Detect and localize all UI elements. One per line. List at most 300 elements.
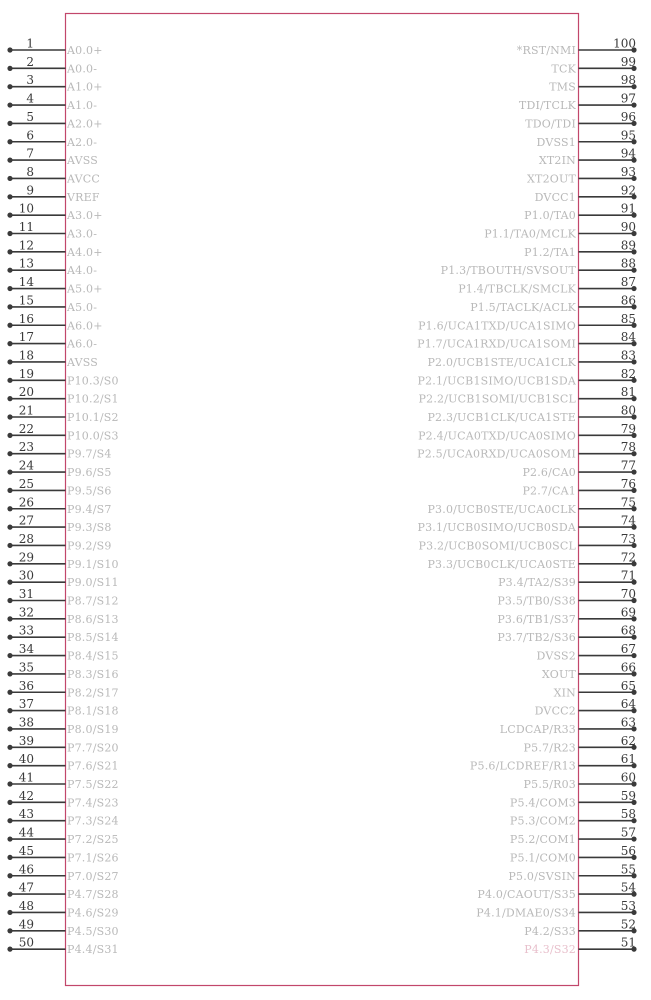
pin-number: 80 (620, 403, 636, 418)
pin-terminal-dot (7, 543, 12, 548)
pin-label: P4.7/S28 (67, 888, 119, 902)
pin-number: 82 (620, 366, 636, 381)
pin-label: A2.0+ (67, 117, 103, 131)
pin-number: 41 (18, 770, 34, 785)
pin-number: 91 (620, 201, 636, 216)
pin-terminal-dot (7, 616, 12, 621)
pin-number: 99 (620, 54, 636, 69)
pin-terminal-dot (7, 84, 12, 89)
pin-label: DVSS2 (536, 649, 576, 663)
pin-number: 22 (18, 421, 34, 436)
right-pin-69 (497, 605, 636, 626)
right-pin-72 (427, 550, 636, 571)
pin-terminal-dot (7, 341, 12, 346)
pin-number: 92 (620, 183, 636, 198)
pin-number: 34 (18, 642, 34, 657)
pin-terminal-dot (7, 836, 12, 841)
left-pin-50 (7, 936, 118, 957)
pin-number: 15 (18, 293, 34, 308)
pin-number: 98 (620, 73, 636, 88)
pin-terminal-dot (7, 781, 12, 786)
pin-label: P4.4/S31 (67, 943, 119, 957)
pin-number: 87 (620, 275, 636, 290)
pin-label: AVSS (67, 154, 99, 168)
pin-label: TMS (549, 80, 576, 94)
pin-label: P3.0/UCB0STE/UCA0CLK (427, 502, 576, 516)
pin-label: A6.0+ (67, 319, 103, 333)
pin-label: *RST/NMI (516, 44, 576, 57)
pin-terminal-dot (7, 800, 12, 805)
right-pin-97 (519, 92, 637, 113)
pin-terminal-dot (7, 249, 12, 254)
pin-number: 86 (620, 293, 636, 308)
right-pin-80 (427, 404, 636, 425)
pin-number: 3 (26, 73, 34, 88)
pin-label: P1.6/UCA1TXD/UCA1SIMO (418, 319, 576, 333)
pin-terminal-dot (7, 469, 12, 474)
pin-number: 26 (18, 495, 34, 510)
pin-label: P2.2/UCB1SOMI/UCB1SCL (418, 392, 576, 406)
pin-terminal-dot (7, 873, 12, 878)
pin-number: 35 (18, 660, 34, 675)
pin-label: P9.3/S8 (67, 521, 112, 535)
pin-number: 69 (620, 605, 636, 620)
pin-terminal-dot (7, 708, 12, 713)
right-pin-77 (522, 459, 636, 480)
pin-number: 52 (620, 917, 636, 932)
pin-label: AVCC (67, 172, 100, 186)
chip-body-outline (66, 14, 579, 986)
right-pin-55 (508, 862, 636, 883)
pin-label: A0.0- (67, 62, 98, 76)
pin-number: 97 (620, 91, 636, 106)
pin-label: P1.7/UCA1RXD/UCA1SOMI (417, 337, 576, 351)
pin-number: 71 (620, 568, 636, 583)
pin-label: P1.1/TA0/MCLK (484, 227, 576, 241)
pin-label: XOUT (541, 667, 576, 681)
left-pin-8 (7, 165, 100, 186)
pin-label: P9.7/S4 (67, 447, 112, 461)
pin-label: P2.7/CA1 (522, 484, 576, 498)
pin-label: P7.0/S27 (67, 869, 119, 883)
pin-number: 53 (620, 898, 636, 913)
right-pin-76 (522, 477, 636, 498)
pin-label: TDI/TCLK (518, 99, 576, 113)
pin-number: 25 (18, 476, 34, 491)
pin-number: 6 (26, 128, 34, 143)
pin-label: A4.0- (67, 264, 98, 278)
pin-label: P7.1/S26 (67, 851, 119, 865)
pin-terminal-dot (7, 176, 12, 181)
right-pin-68 (497, 624, 636, 645)
pin-label: P8.5/S14 (67, 631, 119, 645)
pin-number: 55 (620, 862, 636, 877)
pin-terminal-dot (7, 488, 12, 493)
pin-label: P7.5/S22 (67, 778, 119, 791)
right-pin-82 (417, 367, 636, 388)
pin-label: P3.2/UCB0SOMI/UCB0SCL (418, 539, 576, 553)
pin-label: P2.5/UCA0RXD/UCA0SOMI (417, 447, 576, 461)
right-pin-53 (476, 899, 636, 920)
pin-label: DVCC2 (534, 704, 576, 718)
pin-label: P3.3/UCB0CLK/UCA0STE (427, 557, 576, 571)
pin-number: 56 (620, 843, 636, 858)
pin-label: P10.1/S2 (67, 411, 119, 424)
pin-terminal-dot (7, 268, 12, 273)
pin-label: XT2OUT (527, 172, 576, 186)
pin-terminal-dot (7, 213, 12, 218)
pin-number: 5 (26, 109, 34, 124)
pin-number: 88 (620, 256, 636, 271)
pin-label: P2.4/UCA0TXD/UCA0SIMO (418, 429, 576, 443)
pin-label: P5.0/SVSIN (508, 869, 576, 883)
pin-label: A0.0+ (67, 44, 103, 57)
right-pin-62 (524, 734, 637, 755)
right-pin-73 (419, 532, 637, 553)
pin-number: 58 (620, 807, 636, 822)
pin-terminal-dot (7, 194, 12, 199)
pin-terminal-dot (7, 561, 12, 566)
pin-terminal-dot (7, 396, 12, 401)
pin-label: P8.6/S13 (67, 612, 119, 626)
pin-label: AVSS (67, 355, 99, 369)
right-pin-87 (458, 275, 636, 296)
pin-label: P9.0/S11 (67, 576, 119, 590)
pin-label: P3.6/TB1/S37 (497, 612, 576, 626)
pin-terminal-dot (7, 433, 12, 438)
pin-label: P4.2/S33 (524, 924, 576, 938)
pin-number: 39 (18, 733, 34, 748)
pin-number: 66 (620, 660, 636, 675)
pin-label: A3.0- (67, 227, 98, 241)
pin-number: 73 (620, 531, 636, 546)
pin-label: P4.3/S32 (524, 943, 576, 957)
right-pin-71 (498, 569, 637, 590)
pin-terminal-dot (7, 690, 12, 695)
pin-label: P4.5/S30 (67, 924, 119, 938)
pin-number: 81 (620, 385, 636, 400)
pin-label: TDO/TDI (525, 117, 576, 131)
pin-label: A5.0+ (67, 282, 103, 296)
pin-label: P9.5/S6 (67, 484, 112, 498)
pin-label: P1.2/TA1 (524, 245, 576, 259)
pin-number: 40 (18, 752, 34, 767)
pin-terminal-dot (7, 231, 12, 236)
left-pin-5 (7, 110, 102, 130)
pin-label: P10.0/S3 (67, 429, 119, 443)
right-pin-59 (510, 789, 637, 810)
pin-number: 46 (18, 862, 34, 877)
pin-label: A6.0- (67, 337, 98, 351)
pin-label: P2.0/UCB1STE/UCA1CLK (427, 355, 576, 369)
pin-number: 12 (18, 238, 34, 253)
pin-number: 19 (18, 366, 34, 381)
pin-label: P9.1/S10 (67, 557, 119, 571)
pin-label: P4.0/CAOUT/S35 (477, 888, 576, 902)
pin-label: XT2IN (538, 154, 576, 168)
pin-label: P5.1/COM0 (509, 851, 576, 865)
right-pin-61 (470, 752, 637, 773)
right-pin-54 (477, 881, 636, 902)
pin-terminal-dot (7, 525, 12, 530)
pin-number: 37 (18, 697, 34, 712)
pin-number: 83 (620, 348, 636, 363)
left-pin-1 (7, 37, 102, 58)
right-pin-84 (417, 330, 636, 351)
pin-number: 30 (18, 568, 34, 583)
pin-number: 2 (26, 54, 34, 69)
right-pin-100 (517, 37, 637, 58)
pin-number: 57 (620, 825, 636, 840)
pin-number: 96 (620, 109, 636, 124)
pin-number: 76 (620, 476, 636, 491)
pin-label: P10.3/S0 (67, 374, 119, 388)
pin-label: P3.4/TA2/S39 (498, 576, 576, 590)
pin-number: 28 (18, 531, 34, 546)
pin-terminal-dot (7, 323, 12, 328)
pin-terminal-dot (7, 910, 12, 915)
pin-number: 36 (18, 678, 34, 693)
pin-label: P3.7/TB2/S36 (497, 631, 576, 645)
pin-label: P2.3/UCB1CLK/UCA1STE (427, 411, 576, 424)
pin-label: P8.4/S15 (67, 649, 119, 663)
pin-label: P7.7/S20 (67, 741, 119, 755)
pin-number: 64 (620, 697, 636, 712)
pin-label: P2.1/UCB1SIMO/UCB1SDA (417, 374, 576, 388)
right-pin-79 (418, 422, 637, 443)
pin-terminal-dot (7, 47, 12, 52)
pin-terminal-dot (7, 763, 12, 768)
pin-number: 18 (18, 348, 34, 363)
pin-number: 54 (620, 880, 636, 895)
pin-label: A2.0- (67, 135, 98, 149)
left-pin-column (7, 37, 118, 957)
right-pin-83 (427, 348, 636, 369)
pin-terminal-dot (7, 928, 12, 933)
pin-terminal-dot (7, 818, 12, 823)
right-pin-51 (524, 936, 636, 957)
pin-label: P8.2/S17 (67, 686, 119, 700)
pin-terminal-dot (7, 855, 12, 860)
pin-terminal-dot (7, 745, 12, 750)
right-pin-70 (497, 587, 636, 608)
pin-number: 43 (18, 807, 34, 822)
pin-number: 72 (620, 550, 636, 565)
pin-terminal-dot (7, 102, 12, 107)
pin-number: 84 (620, 330, 636, 345)
pin-number: 60 (620, 770, 636, 785)
pin-number: 13 (18, 256, 34, 271)
left-pin-6 (7, 128, 97, 149)
right-pin-85 (418, 312, 637, 333)
left-pin-2 (7, 55, 97, 76)
pin-label: P9.4/S7 (67, 502, 112, 516)
pin-number: 49 (18, 917, 34, 932)
pin-label: P1.3/TBOUTH/SVSOUT (440, 264, 576, 278)
pin-label: P3.5/TB0/S38 (497, 594, 576, 608)
pin-label: P5.7/R23 (523, 741, 576, 755)
pin-number: 67 (620, 642, 636, 657)
right-pin-column (417, 37, 636, 957)
pin-label: DVCC1 (534, 190, 576, 204)
pin-label: P5.5/R03 (523, 778, 576, 791)
pin-label: P7.2/S25 (67, 833, 119, 847)
pin-label: P7.3/S24 (67, 814, 119, 828)
pin-terminal-dot (7, 139, 12, 144)
pin-label: P5.3/COM2 (509, 814, 576, 828)
pin-terminal-dot (7, 286, 12, 291)
pin-number: 7 (26, 146, 34, 161)
pin-label: P8.0/S19 (67, 722, 119, 736)
pin-label: P2.6/CA0 (522, 466, 576, 480)
pin-number: 1 (26, 36, 34, 51)
pin-number: 11 (18, 220, 34, 234)
pin-label: P1.4/TBCLK/SMCLK (458, 282, 576, 296)
pin-number: 63 (620, 715, 636, 730)
pin-number: 16 (18, 311, 34, 326)
right-pin-90 (484, 220, 636, 241)
pin-label: P5.6/LCDREF/R13 (469, 759, 576, 773)
pin-number: 38 (18, 715, 34, 730)
pin-number: 95 (620, 128, 636, 143)
pin-label: P8.7/S12 (67, 594, 119, 608)
pin-terminal-dot (7, 580, 12, 585)
left-pin-3 (7, 73, 102, 94)
pin-number: 90 (620, 220, 636, 234)
pin-terminal-dot (7, 947, 12, 952)
pin-label: A5.0- (67, 300, 98, 314)
pin-number: 8 (26, 164, 34, 179)
pin-label: P7.6/S21 (67, 759, 119, 773)
pin-terminal-dot (7, 598, 12, 603)
right-pin-60 (524, 771, 637, 792)
right-pin-74 (417, 514, 636, 535)
pin-terminal-dot (7, 726, 12, 731)
pin-number: 17 (18, 330, 34, 345)
pin-terminal-dot (7, 506, 12, 511)
pin-number: 94 (620, 146, 636, 161)
right-pin-58 (510, 807, 637, 828)
right-pin-86 (470, 293, 636, 314)
pin-number: 75 (620, 495, 636, 510)
pin-label: A4.0+ (67, 245, 103, 259)
pin-number: 20 (18, 385, 34, 400)
pin-number: 70 (620, 587, 636, 601)
pin-number: 77 (620, 458, 636, 473)
pin-number: 89 (620, 238, 636, 253)
pin-number: 61 (620, 752, 636, 767)
pin-label: DVSS1 (536, 135, 576, 149)
pin-number: 44 (18, 825, 34, 840)
pin-label: P1.5/TACLK/ACLK (470, 300, 576, 314)
right-pin-78 (417, 440, 636, 461)
right-pin-88 (441, 257, 637, 278)
pin-number: 14 (18, 275, 34, 290)
pin-terminal-dot (7, 158, 12, 163)
pin-number: 10 (18, 201, 34, 216)
pin-terminal-dot (7, 359, 12, 364)
pin-label: P1.0/TA0 (524, 209, 576, 223)
pin-label: P9.6/S5 (67, 466, 112, 480)
pin-label: XIN (553, 686, 576, 700)
left-pin-7 (7, 147, 98, 168)
pin-number: 50 (18, 935, 34, 950)
pin-label: P4.6/S29 (67, 906, 119, 920)
pin-number: 45 (18, 843, 34, 858)
pin-terminal-dot (7, 121, 12, 126)
pin-number: 85 (620, 311, 636, 326)
pin-number: 48 (18, 898, 34, 913)
pin-label: P9.2/S9 (67, 539, 112, 553)
pin-number: 24 (18, 458, 34, 473)
right-pin-81 (419, 385, 637, 406)
left-pin-4 (7, 92, 97, 113)
pin-number: 29 (18, 550, 34, 565)
right-pin-91 (524, 202, 636, 223)
pin-number: 47 (18, 880, 34, 895)
pin-label: TCK (551, 62, 576, 76)
right-pin-57 (510, 826, 637, 847)
pin-label: A3.0+ (67, 209, 103, 223)
pin-label: P8.1/S18 (67, 704, 119, 718)
pin-number: 27 (18, 513, 34, 528)
pin-number: 33 (18, 623, 34, 638)
pin-label: P7.4/S23 (67, 796, 119, 810)
right-pin-75 (427, 495, 636, 516)
pin-terminal-dot (7, 635, 12, 640)
pin-number: 21 (18, 403, 34, 418)
right-pin-89 (524, 238, 636, 259)
pin-number: 100 (613, 36, 636, 51)
pin-number: 51 (620, 935, 636, 950)
pin-terminal-dot (7, 451, 12, 456)
pin-label: P3.1/UCB0SIMO/UCB0SDA (417, 521, 576, 535)
pin-number: 42 (18, 788, 34, 803)
pin-label: A1.0- (67, 99, 98, 113)
pin-label: LCDCAP/R33 (499, 722, 576, 736)
pin-number: 23 (18, 440, 34, 455)
pin-number: 74 (620, 513, 636, 528)
pin-number: 32 (18, 605, 34, 620)
pin-terminal-dot (7, 304, 12, 309)
pin-label: P5.4/COM3 (509, 796, 576, 810)
pin-number: 65 (620, 678, 636, 693)
pin-number: 79 (620, 421, 636, 436)
pin-number: 9 (26, 183, 34, 198)
pin-label: A1.0+ (67, 80, 103, 94)
pin-number: 93 (620, 164, 636, 179)
pin-number: 78 (620, 440, 636, 455)
pin-terminal-dot (7, 414, 12, 419)
pin-terminal-dot (7, 653, 12, 658)
pin-label: VREF (67, 190, 100, 204)
pin-terminal-dot (7, 378, 12, 383)
pin-number: 62 (620, 733, 636, 748)
pin-label: P5.2/COM1 (509, 833, 576, 847)
pin-number: 31 (18, 587, 34, 601)
pin-number: 59 (620, 788, 636, 803)
pin-label: P10.2/S1 (67, 392, 119, 406)
pin-number: 68 (620, 623, 636, 638)
pin-label: P4.1/DMAE0/S34 (476, 906, 576, 920)
pin-terminal-dot (7, 892, 12, 897)
pin-terminal-dot (7, 671, 12, 676)
right-pin-56 (510, 844, 637, 865)
right-pin-63 (500, 715, 637, 736)
pin-number: 4 (26, 91, 34, 106)
pin-label: P8.3/S16 (67, 667, 119, 681)
pin-terminal-dot (7, 66, 12, 71)
